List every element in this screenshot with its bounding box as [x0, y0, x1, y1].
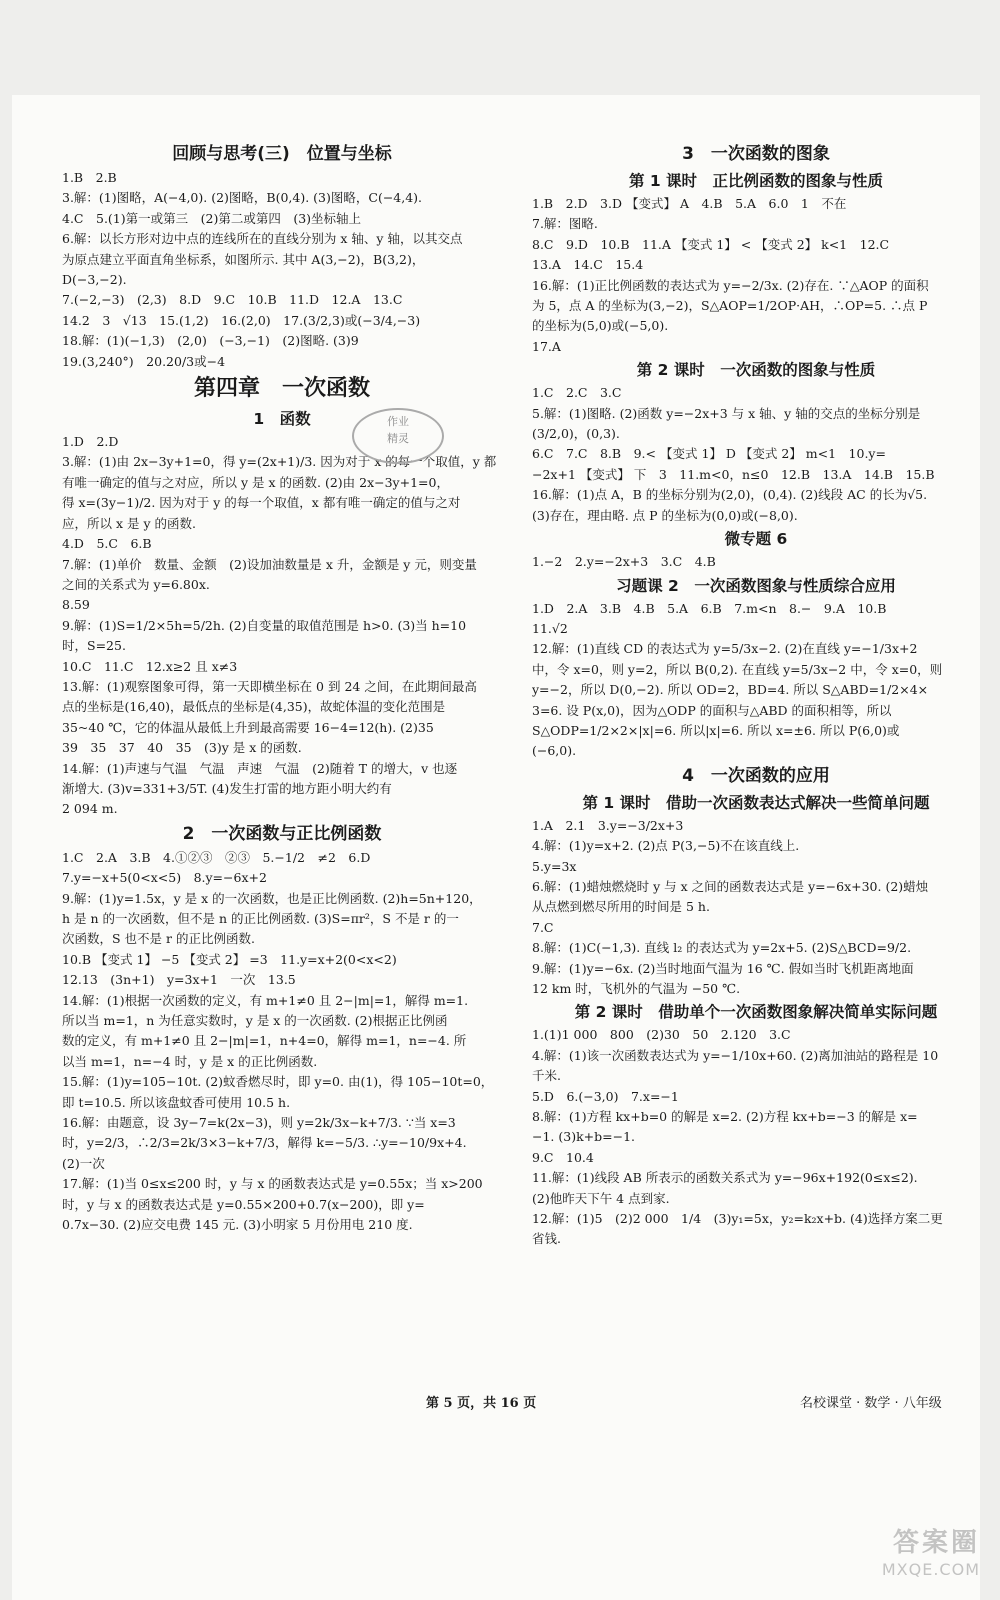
answer-line: 1.B 2.D 3.D 【变式】 A 4.B 5.A 6.0 1 不在	[532, 196, 847, 211]
answer-line: 1.C 2.C 3.C	[532, 385, 622, 401]
answer-line: (3)存在，理由略. 点 P 的坐标为(0,0)或(−8,0).	[532, 507, 798, 523]
chapter-heading: 第四章 一次函数	[193, 376, 370, 402]
answer-line: 时，S=25.	[62, 638, 126, 654]
answer-line: 0.7x−30. (2)应交电费 145 元. (3)小明家 5 月份用电 210 度.	[62, 1217, 413, 1233]
answer-line: 14.解：(1)声速与气温 气温 声速 气温 (2)随着 T 的增大，v 也逐	[62, 760, 458, 776]
lesson-heading: 第 2 课时 借助单个一次函数图象解决简单实际问题	[574, 1003, 938, 1022]
answer-line: 9.解：(1)y=1.5x，y 是 x 的一次函数，也是正比例函数. (2)h=5n+120，	[62, 890, 482, 906]
answer-line: 千米.	[532, 1068, 561, 1084]
answer-line: 应，所以 x 是 y 的函数.	[62, 515, 196, 531]
answer-line: 为原点建立平面直角坐标系，如图所示. 其中 A(3,−2)，B(3,2)，	[62, 251, 425, 267]
answer-line: 1.−2 2.y=−2x+3 3.C 4.B	[532, 554, 716, 570]
watermark-logo-text: 答案圈	[892, 1528, 980, 1558]
site-watermark	[830, 1526, 980, 1584]
section-heading: 2 一次函数与正比例函数	[182, 823, 382, 844]
answer-line: 3.解：(1)由 2x−3y+1=0，得 y=(2x+1)/3. 因为对于 x 的每一个取值，y 都	[62, 454, 497, 470]
answer-line: 10.B 【变式 1】 −5 【变式 2】 =3 11.y=x+2(0<x<2)	[62, 951, 397, 967]
answer-line: y=−2，所以 D(0,−2). 所以 OD=2，BD=4. 所以 S△ABD=1/2×4×	[532, 682, 929, 698]
stamp-line1: 作业	[387, 415, 409, 428]
answer-line: D(−3,−2).	[62, 272, 127, 288]
answer-line: 为 5，点 A 的坐标为(3,−2)，S△AOP=1/2OP·AH，∴OP=5. ∴点 P	[532, 298, 928, 314]
answer-line: 得 x=(3y−1)/2. 因为对于 y 的每一个取值，x 都有唯一确定的值与之对	[62, 495, 461, 511]
answer-line: 16.解：(1)正比例函数的表达式为 y=−2/3x. (2)存在. ∵△AOP 的面积	[532, 277, 929, 293]
answer-line: 4.解：(1)该一次函数表达式为 y=−1/10x+60. (2)离加油站的路程是 10	[532, 1047, 939, 1063]
section-heading: 4 一次函数的应用	[682, 765, 830, 786]
answer-line: (2)他昨天下午 4 点到家.	[532, 1190, 670, 1206]
section-heading: 3 一次函数的图象	[682, 144, 830, 164]
lesson-heading: 第 2 课时 一次函数的图象与性质	[636, 361, 876, 380]
answer-line: 1.B 2.B	[62, 170, 117, 185]
answer-line: 1.D 2.A 3.B 4.B 5.A 6.B 7.m<n 8.− 9.A 10.B	[532, 600, 887, 616]
answer-line: 点的坐标是(16,40)，最低点的坐标是(4,35)，故蛇体温的变化范围是	[62, 699, 446, 715]
lesson-heading: 第 1 课时 借助一次函数表达式解决一些简单问题	[582, 793, 930, 812]
answer-line: 11.解：(1)线段 AB 所表示的函数关系式为 y=−96x+192(0≤x≤2).	[532, 1170, 918, 1186]
answer-line: 5.解：(1)图略. (2)函数 y=−2x+3 与 x 轴、y 轴的交点的坐标分别是	[532, 405, 921, 421]
section-heading: 回顾与思考(三) 位置与坐标	[172, 144, 392, 164]
answer-line: 14.2 3 √13 15.(1,2) 16.(2,0) 17.(3/2,3)或(−3/4,−3)	[62, 312, 421, 328]
answer-line: 的坐标为(5,0)或(−5,0).	[532, 318, 669, 334]
answer-line: 1.C 2.A 3.B 4.①②③ ②③ 5.−1/2 ≠2 6.D	[62, 849, 371, 865]
answer-line: 12 km 时，飞机外的气温为 −50 ℃.	[532, 981, 741, 996]
page-footer	[0, 1392, 1000, 1416]
answer-line: −2x+1 【变式】 下 3 11.m<0，n≤0 12.B 13.A 14.B 15.B	[532, 466, 935, 482]
answer-line: 15.解：(1)y=105−10t. (2)蚊香燃尽时，即 y=0. 由(1)，得 105−10t=0，	[62, 1074, 494, 1090]
answer-line: 9.解：(1)y=−6x. (2)当时地面气温为 16 ℃. 假如当时飞机距离地面	[532, 960, 914, 976]
answer-line: 12.解：(1)5 (2)2 000 1/4 (3)y₁=5x，y₂=k₂x+b. (4)选择方案二更	[532, 1211, 943, 1227]
lesson-heading: 1 函数	[253, 410, 311, 429]
answer-line: 35~40 ℃，它的体温从最低上升到最高需要 16−4=12(h). (2)35	[62, 719, 434, 735]
answer-line: 17.解：(1)当 0≤x≤200 时，y 与 x 的函数表达式是 y=0.55x；当 x>200	[62, 1176, 483, 1192]
answer-line: 4.解：(1)y=x+2. (2)点 P(3,−5)不在该直线上.	[532, 838, 800, 854]
answer-line: 12.13 (3n+1) y=3x+1 一次 13.5	[62, 972, 296, 988]
answer-line: 有唯一确定的值与之对应，所以 y 是 x 的函数. (2)由 2x−3y+1=0，	[62, 474, 449, 490]
answer-line: (−6,0).	[532, 743, 577, 759]
answer-line: 13.解：(1)观察图象可得，第一天即横坐标在 0 到 24 之间，在此期间最高	[62, 678, 477, 694]
answer-line: 19.(3,240°) 20.20/3或−4	[62, 353, 226, 369]
answer-line: 省钱.	[532, 1231, 561, 1247]
answer-line: h 是 n 的一次函数，但不是 n 的正比例函数. (3)S=πr²，S 不是 r 的一	[62, 911, 459, 926]
answer-line: 39 35 37 40 35 (3)y 是 x 的函数.	[62, 740, 302, 756]
answer-line: 6.解：以长方形对边中点的连线所在的直线分别为 x 轴、y 轴，以其交点	[62, 231, 463, 247]
answer-line: 17.A	[532, 338, 561, 354]
answer-line: 3.解：(1)图略，A(−4,0). (2)图略，B(0,4). (3)图略，C(−4,4).	[62, 190, 423, 206]
answer-line: 11.√2	[532, 620, 568, 636]
answer-line: 10.C 11.C 12.x≥2 且 x≠3	[62, 658, 238, 674]
answer-line: 之间的关系式为 y=6.80x.	[62, 576, 210, 592]
answer-line: 8.解：(1)C(−1,3). 直线 l₂ 的表达式为 y=2x+5. (2)S△BCD=9/2.	[532, 940, 912, 956]
stamp-line2: 精灵	[387, 432, 409, 445]
answer-line: (3/2,0)，(0,3).	[532, 426, 620, 442]
answer-line: 1.(1)1 000 800 (2)30 50 2.120 3.C	[532, 1027, 791, 1043]
answer-line: 以当 m=1，n=−4 时，y 是 x 的正比例函数.	[62, 1053, 318, 1069]
answer-line: 7.C	[532, 919, 554, 935]
right-column	[532, 140, 980, 1250]
answer-line: 7.(−2,−3) (2,3) 8.D 9.C 10.B 11.D 12.A 13.C	[62, 292, 403, 308]
answer-line: 中，令 x=0，则 y=2，所以 B(0,2). 在直线 y=5/3x−2 中，令 x=0，则	[532, 661, 943, 677]
answer-line: 6.解：(1)蜡烛燃烧时 y 与 x 之间的函数表达式是 y=−6x+30. (2)蜡烛	[532, 878, 929, 894]
lesson-heading: 第 1 课时 正比例函数的图象与性质	[628, 172, 884, 190]
answer-line: 12.解：(1)直线 CD 的表达式为 y=5/3x−2. (2)在直线 y=−1/3x+2	[532, 641, 918, 657]
answer-line: 7.解：(1)单价 数量、金额 (2)设加油数量是 x 升，金额是 y 元，则变量	[62, 556, 477, 572]
answer-line: 次函数，S 也不是 r 的正比例函数.	[62, 931, 255, 947]
answer-line: 所以当 m=1，n 为任意实数时，y 是 x 的一次函数. (2)根据正比例函	[62, 1013, 448, 1029]
answer-line: 8.解：(1)方程 kx+b=0 的解是 x=2. (2)方程 kx+b=−3 的解是 x=	[532, 1109, 918, 1125]
answer-line: 7.y=−x+5(0<x<5) 8.y=−6x+2	[62, 870, 267, 886]
answer-line: 8.59	[62, 597, 90, 613]
page-number: 第 5 页，共 16 页	[426, 1396, 537, 1411]
answer-line: 7.解：图略.	[532, 216, 598, 232]
answer-line: 16.解：(1)点 A，B 的坐标分别为(2,0)，(0,4). (2)线段 AC 的长为√5.	[532, 487, 928, 503]
left-column	[62, 140, 502, 1236]
answer-line: 8.C 9.D 10.B 11.A 【变式 1】 < 【变式 2】 k<1 12.C	[532, 236, 890, 252]
answer-line: 从点燃到燃尽所用的时间是 5 h.	[532, 899, 710, 915]
answer-line: 9.解：(1)S=1/2×5h=5/2h. (2)自变量的取值范围是 h>0. (3)当 h=10	[62, 617, 467, 633]
answer-line: 数的定义，有 m+1≠0 且 2−|m|=1，n+4=0，解得 m=1，n=−4. 所	[62, 1033, 467, 1049]
answer-line: 3=6. 设 P(x,0)，因为△ODP 的面积与△ABD 的面积相等，所以	[532, 702, 892, 718]
answer-line: 时，y 与 x 的函数表达式是 y=0.55×200+0.7(x−200)，即 y=	[62, 1196, 425, 1212]
answer-line: 6.C 7.C 8.B 9.< 【变式 1】 D 【变式 2】 m<1 10.y=	[532, 446, 886, 462]
answer-line: 16.解：由题意，设 3y−7=k(2x−3)，则 y=2k/3x−k+7/3. ∵当 x=3	[62, 1115, 456, 1131]
lesson-heading: 微专题 6	[724, 530, 788, 549]
answer-line: 9.C 10.4	[532, 1149, 594, 1165]
watermark-url: MXQE.COM	[881, 1560, 980, 1579]
lesson-heading: 习题课 2 一次函数图象与性质综合应用	[616, 576, 896, 595]
answer-line: 14.解：(1)根据一次函数的定义，有 m+1≠0 且 2−|m|=1，解得 m=1.	[62, 992, 469, 1008]
answer-line: 18.解：(1)(−1,3) (2,0) (−3,−1) (2)图略. (3)9	[62, 333, 359, 349]
answer-line: 4.D 5.C 6.B	[62, 536, 152, 552]
answer-line: 5.D 6.(−3,0) 7.x=−1	[532, 1088, 679, 1104]
answer-line: 即 t=10.5. 所以该盘蚊香可使用 10.5 h.	[62, 1094, 291, 1110]
answer-line: 2 094 m.	[62, 801, 118, 817]
book-brand: 名校课堂 · 数学 · 八年级	[800, 1396, 942, 1411]
answer-line: 13.A 14.C 15.4	[532, 257, 644, 273]
answer-line: 1.D 2.D	[62, 434, 119, 450]
answer-line: 4.C 5.(1)第一或第三 (2)第二或第四 (3)坐标轴上	[62, 210, 362, 226]
answer-line: S△ODP=1/2×2×|x|=6. 所以|x|=6. 所以 x=±6. 所以 P(6,0)或	[532, 722, 900, 738]
answer-line: 时，y=2/3，∴2/3=2k/3×3−k+7/3，解得 k=−5/3. ∴y=−10/9x+4.	[62, 1135, 467, 1151]
answer-line: 渐增大. (3)v=331+3/5T. (4)发生打雷的地方距小明大约有	[62, 780, 392, 796]
answer-line: 5.y=3x	[532, 858, 577, 874]
answer-line: (2)一次	[62, 1155, 105, 1171]
homework-stamp	[352, 408, 444, 464]
answer-line: −1. (3)k+b=−1.	[532, 1129, 636, 1145]
answer-line: 1.A 2.1 3.y=−3/2x+3	[532, 817, 684, 833]
